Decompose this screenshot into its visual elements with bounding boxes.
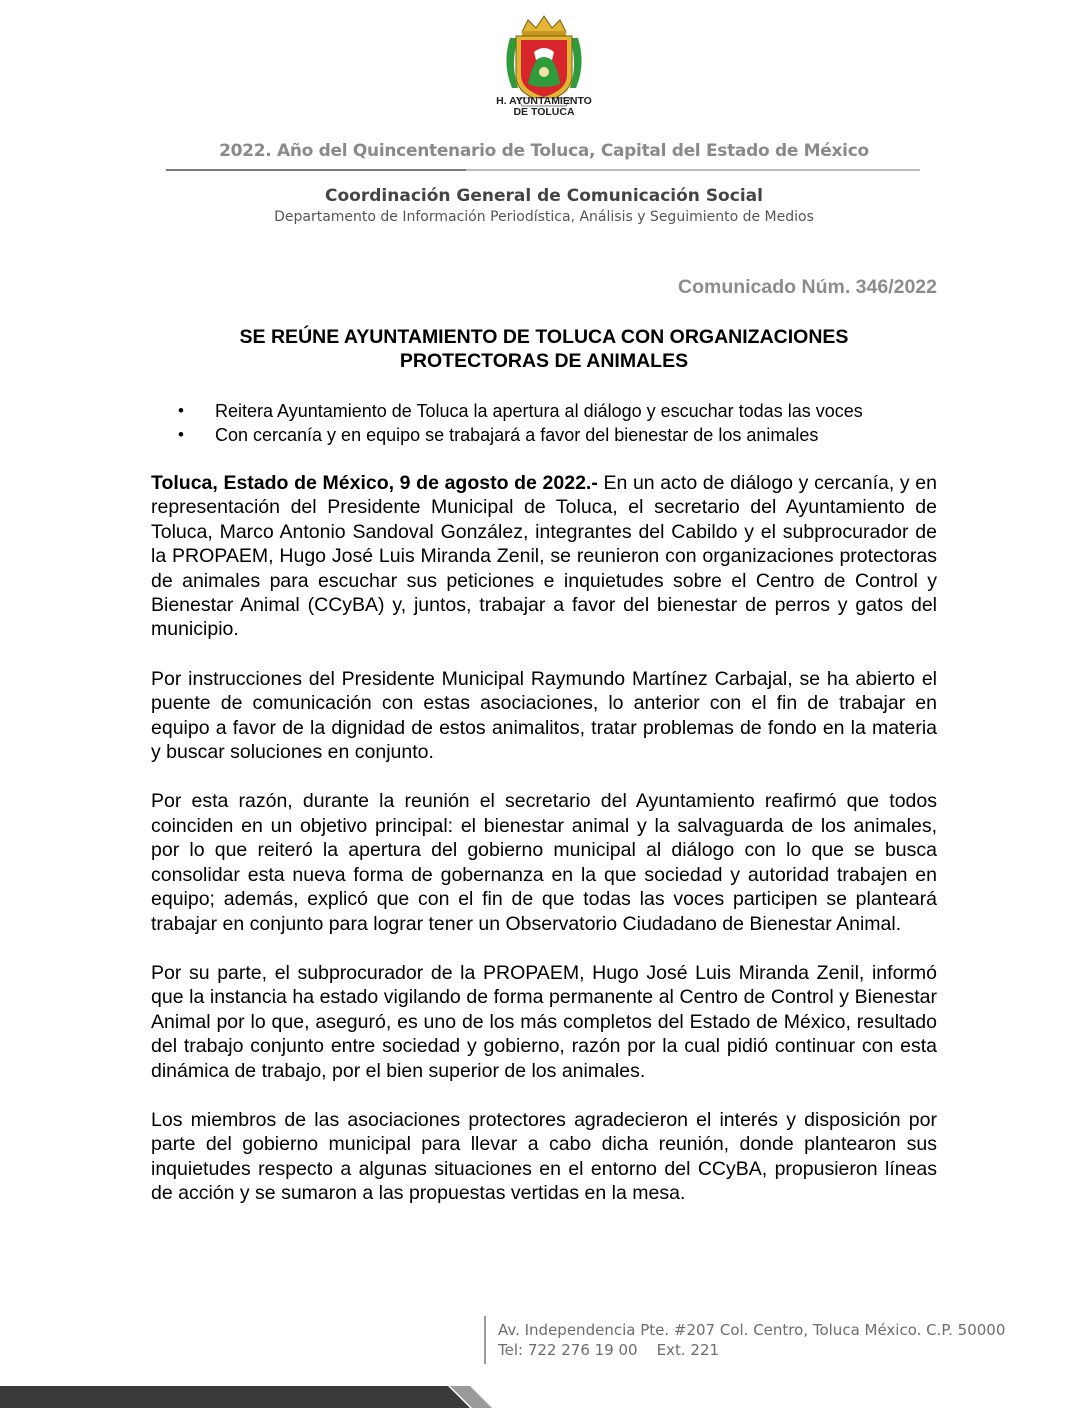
paragraph: Por su parte, el subprocurador de la PROPAEM, Hugo José Luis Miranda Zenil, informó que la instancia ha estado vigilando de forma permanente al Centro de Control y Bienestar Animal por lo que, aseguró, es uno de los más completos del Estado de México, resultado del trabajo conjunto entre sociedad y gobierno, razón por la cual pidió continuar con esta dinámica de trabajo, por el bien superior de los animales. bbox=[151, 961, 937, 1082]
department-name: Departamento de Información Periodística, Análisis y Seguimiento de Medios bbox=[274, 209, 814, 225]
paragraph bbox=[151, 471, 937, 642]
footer-contact bbox=[498, 1320, 1005, 1360]
logo-caption-line-1: H. AYUNTAMIENTO bbox=[496, 95, 592, 107]
footer-band bbox=[0, 1386, 1088, 1408]
bullet-item: • Con cercanía y en equipo se trabajará a favor del bienestar de los animales bbox=[178, 423, 863, 447]
footer-phone-line bbox=[498, 1340, 1005, 1360]
logo-caption bbox=[470, 96, 618, 118]
office-name: Coordinación General de Comunicación Social bbox=[325, 186, 763, 206]
footer-phone: Tel: 722 276 19 00 bbox=[498, 1341, 638, 1359]
footer-divider bbox=[484, 1316, 486, 1364]
headline-line-1: SE REÚNE AYUNTAMIENTO DE TOLUCA CON ORGANIZACIONES bbox=[239, 326, 849, 348]
paragraph-text: En un acto de diálogo y cercanía, y en representación del Presidente Municipal de Toluca, el secretario del Ayuntamiento de Toluca, Marco Antonio Sandoval González, integrantes del Cabildo y el subprocurador de la PROPAEM, Hugo José Luis Miranda Zenil, se reunieron con organizaciones protectoras de animales para escuchar sus peticiones e inquietudes sobre el Centro de Control y Bienestar Animal (CCyBA) y, juntos, trabajar a favor del bienestar de perros y gatos del municipio. bbox=[151, 472, 937, 641]
article-body bbox=[151, 471, 937, 1231]
headline bbox=[150, 325, 938, 373]
logo-caption-line-2: DE TOLUCA bbox=[513, 106, 575, 118]
dateline: Toluca, Estado de México, 9 de agosto de 2022.- bbox=[151, 472, 598, 494]
header-divider-accent bbox=[166, 169, 466, 171]
footer-extension: Ext. 221 bbox=[656, 1341, 720, 1359]
headline-line-2: PROTECTORAS DE ANIMALES bbox=[399, 350, 689, 372]
footer-address: Av. Independencia Pte. #207 Col. Centro, Toluca México. C.P. 50000 bbox=[498, 1321, 1006, 1339]
paragraph: Por instrucciones del Presidente Municipal Raymundo Martínez Carbajal, se ha abierto el puente de comunicación con estas asociaciones, lo anterior con el fin de trabajar en equipo a favor de la dignidad de estos animalitos, tratar problemas de fondo en la materia y buscar soluciones en conjunto. bbox=[151, 667, 937, 764]
bullet-item: • Reitera Ayuntamiento de Toluca la apertura al diálogo y escuchar todas las voces bbox=[178, 399, 863, 423]
release-number: Comunicado Núm. 346/2022 bbox=[677, 276, 937, 298]
paragraph: Por esta razón, durante la reunión el secretario del Ayuntamiento reafirmó que todos coinciden en un objetivo principal: el bienestar animal y la salvaguarda de los animales, por lo que reiteró la apertura del gobierno municipal al diálogo con lo que se busca consolidar esta nueva forma de gobernanza en la que sociedad y autoridad trabajen en equipo; además, explicó que con el fin de que todas las voces participen se planteará trabajar en conjunto para lograr tener un Observatorio Ciudadano de Bienestar Animal. bbox=[151, 790, 937, 935]
year-motto: 2022. Año del Quincentenario de Toluca, Capital del Estado de México bbox=[219, 141, 869, 161]
summary-bullets bbox=[178, 399, 863, 447]
paragraph: Los miembros de las asociaciones protectores agradecieron el interés y disposición por parte del gobierno municipal para llevar a cabo dicha reunión, donde plantearon sus inquietudes respecto a algunas situaciones en el entorno del CCyBA, propusieron líneas de acción y se sumaron a las propuestas vertidas en la mesa. bbox=[151, 1108, 937, 1205]
